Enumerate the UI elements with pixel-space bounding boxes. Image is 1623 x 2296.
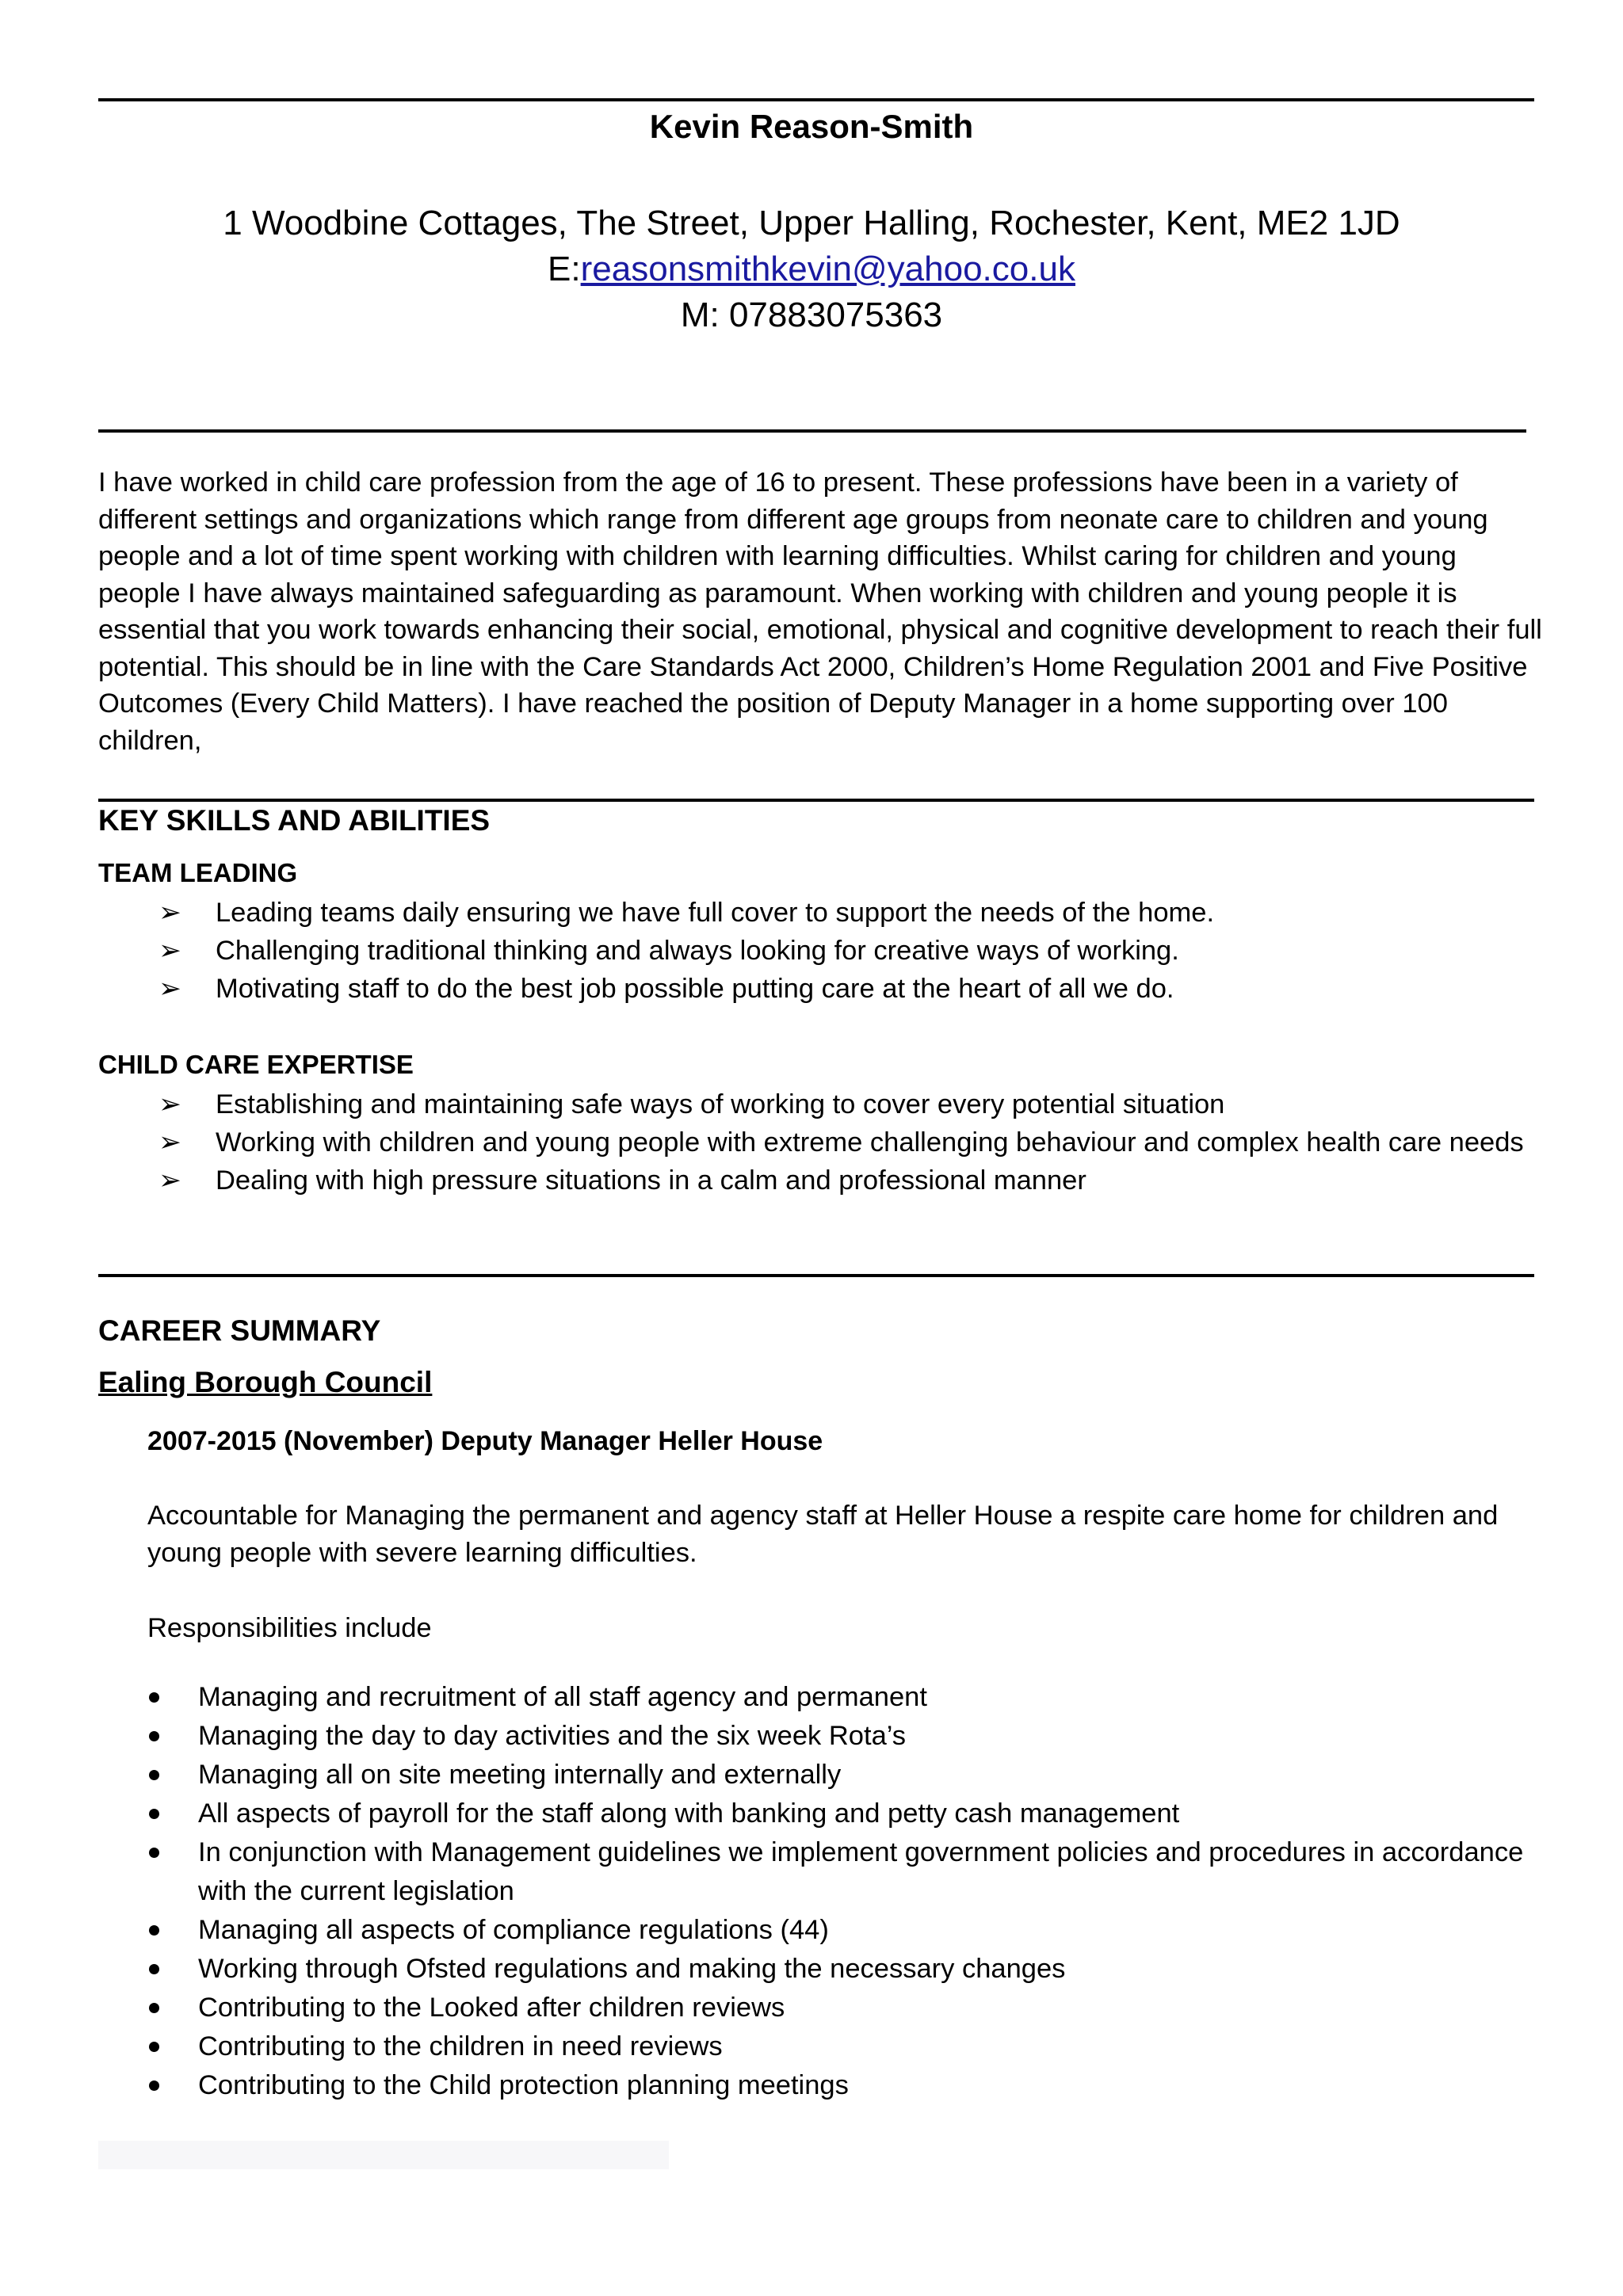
list-item: ➢ Dealing with high pressure situations in a calm and professional manner xyxy=(158,1161,1542,1199)
list-item: Contributing to the children in need reviews xyxy=(147,2027,1542,2066)
list-item: Managing and recruitment of all staff agency and permanent xyxy=(147,1678,1542,1717)
list-item: Working through Ofsted regulations and making the necessary changes xyxy=(147,1950,1542,1989)
arrow-bullet-icon: ➢ xyxy=(158,1127,181,1158)
bullet-icon xyxy=(149,1848,159,1858)
profile-summary: I have worked in child care profession from the age of 16 to present. These professions have been in a variety of different settings and organizations which range from different age groups from neonate care to children and young people and a lot of time spent working with children with learning difficulties. Whilst caring for children and young people I have always maintained safeguarding as paramount. When working with children and young people it is essential that you work towards enhancing their social, emotional, physical and cognitive development to reach their full potential. This should be in line with the Care Standards Act 2000, Children’s Home Regulation 2001 and Five Positive Outcomes (Every Child Matters). I have reached the position of Deputy Manager in a home supporting over 100 children, xyxy=(98,467,1542,756)
list-item: ➢ Establishing and maintaining safe ways of working to cover every potential situation xyxy=(158,1085,1542,1123)
list-item: ➢ Working with children and young people with extreme challenging behaviour and complex health care needs xyxy=(158,1123,1542,1161)
list-item: ➢ Challenging traditional thinking and always looking for creative ways of working. xyxy=(158,932,1542,970)
bullet-icon xyxy=(149,1692,159,1703)
career-divider xyxy=(98,1274,1534,1277)
career-summary-heading: CAREER SUMMARY xyxy=(98,1314,381,1347)
header-divider xyxy=(98,429,1526,433)
bullet-icon xyxy=(149,2081,159,2091)
email-line xyxy=(0,246,1623,292)
role-title: 2007-2015 (November) Deputy Manager Heller House xyxy=(147,1426,823,1456)
arrow-bullet-icon: ➢ xyxy=(158,974,181,1004)
arrow-bullet-icon: ➢ xyxy=(158,898,181,928)
bullet-icon xyxy=(149,1731,159,1741)
bullet-icon xyxy=(149,2042,159,2052)
mobile-line: M: 07883075363 xyxy=(680,296,943,334)
list-item: Contributing to the Child protection planning meetings xyxy=(147,2066,1542,2105)
list-item: Contributing to the Looked after children reviews xyxy=(147,1989,1542,2027)
bullet-icon xyxy=(149,2003,159,2013)
role-description: Accountable for Managing the permanent and agency staff at Heller House a respite care home for children and young people with severe learning difficulties. xyxy=(147,1501,1499,1568)
email-prefix: E: xyxy=(548,250,581,288)
list-item: Managing the day to day activities and the six week Rota’s xyxy=(147,1717,1542,1756)
employer-name: Ealing Borough Council xyxy=(98,1366,433,1398)
responsibilities-list xyxy=(147,1678,1542,2105)
arrow-bullet-icon: ➢ xyxy=(158,1089,181,1119)
key-skills-heading: KEY SKILLS AND ABILITIES xyxy=(98,804,491,837)
list-item: Managing all on site meeting internally and externally xyxy=(147,1756,1542,1794)
bullet-icon xyxy=(149,1925,159,1936)
bullet-icon xyxy=(149,1809,159,1819)
team-leading-list xyxy=(158,894,1542,1008)
list-item: All aspects of payroll for the staff along with banking and petty cash management xyxy=(147,1794,1542,1833)
faint-footer-area xyxy=(98,2141,669,2169)
arrow-bullet-icon: ➢ xyxy=(158,1165,181,1196)
list-item: In conjunction with Management guidelines we implement government policies and procedures in accordance with the current legislation xyxy=(147,1833,1542,1911)
bullet-icon xyxy=(149,1964,159,1974)
child-care-heading: CHILD CARE EXPERTISE xyxy=(98,1050,414,1079)
team-leading-heading: TEAM LEADING xyxy=(98,858,298,887)
top-rule xyxy=(98,98,1534,101)
list-item: ➢ Motivating staff to do the best job possible putting care at the heart of all we do. xyxy=(158,970,1542,1008)
arrow-bullet-icon: ➢ xyxy=(158,936,181,966)
list-item: ➢ Leading teams daily ensuring we have full cover to support the needs of the home. xyxy=(158,894,1542,932)
address-line: 1 Woodbine Cottages, The Street, Upper Halling, Rochester, Kent, ME2 1JD xyxy=(223,204,1400,242)
skills-divider xyxy=(98,799,1534,802)
child-care-list xyxy=(158,1085,1542,1199)
responsibilities-intro: Responsibilities include xyxy=(147,1613,432,1643)
candidate-name: Kevin Reason-Smith xyxy=(649,108,974,145)
list-item: Managing all aspects of compliance regulations (44) xyxy=(147,1911,1542,1950)
email-link[interactable]: reasonsmithkevin@yahoo.co.uk xyxy=(580,250,1075,288)
bullet-icon xyxy=(149,1770,159,1780)
